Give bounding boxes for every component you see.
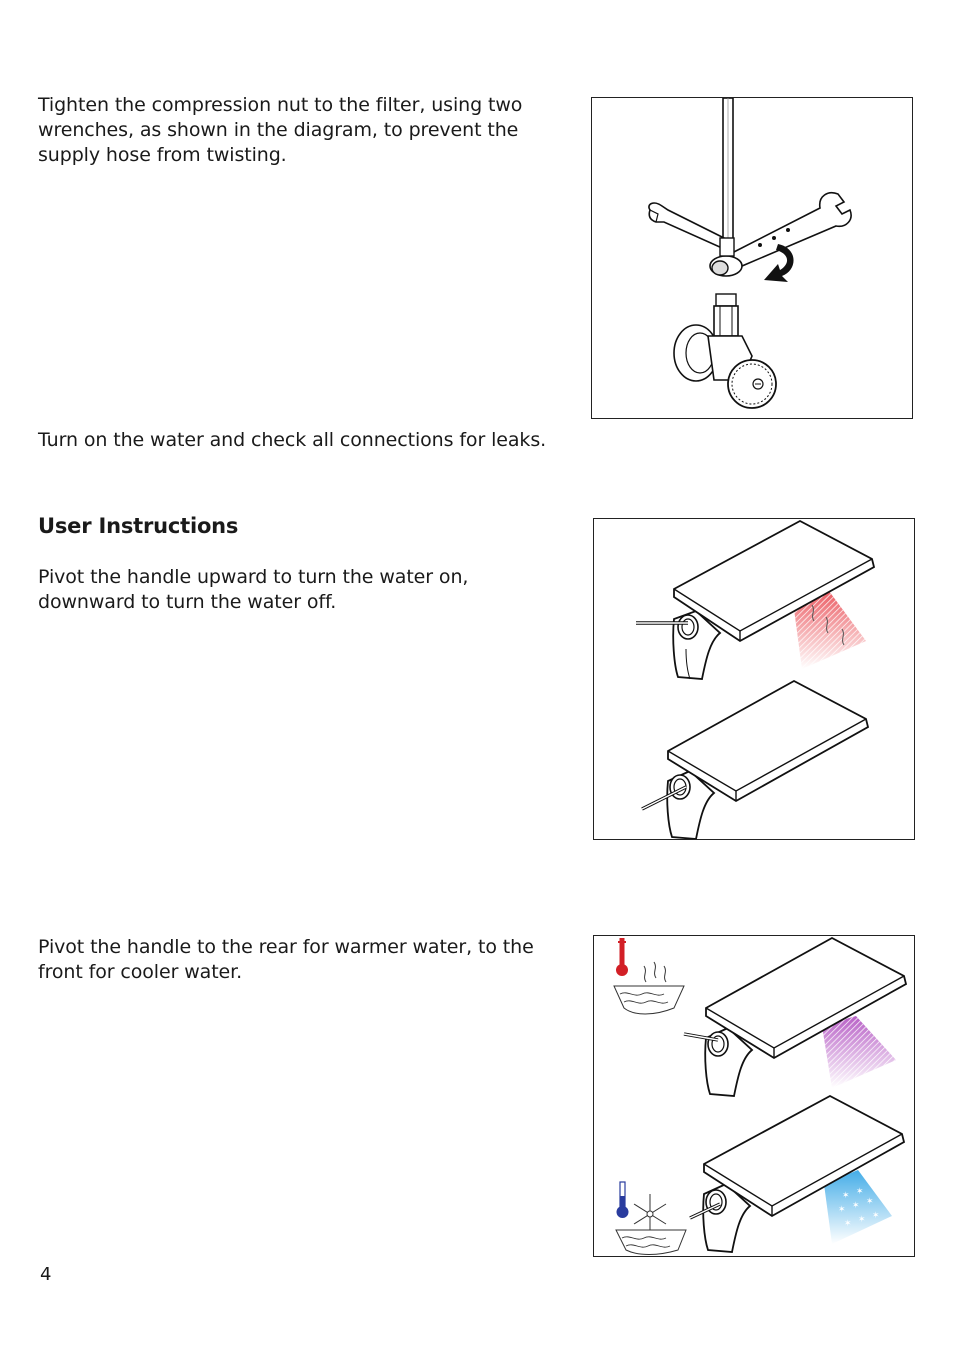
on-off-diagram [593, 518, 915, 840]
snowflake-icon [634, 1194, 666, 1234]
svg-text:✶: ✶ [838, 1205, 846, 1215]
svg-text:✶: ✶ [842, 1191, 850, 1201]
section-title: User Instructions [38, 514, 239, 538]
temperature-diagram [593, 935, 915, 1257]
shutoff-valve-icon [674, 294, 776, 408]
step-water-on-text: Turn on the water and check all connections for leaks. [38, 429, 547, 451]
steam-icon [616, 1230, 686, 1255]
faucet-icon [684, 938, 906, 1096]
faucet-icon [690, 1096, 904, 1252]
svg-text:✶: ✶ [866, 1197, 874, 1207]
wrench-diagram [591, 97, 913, 419]
instruction-temperature-text: Pivot the handle to the rear for warmer water, to the front for cooler water. [38, 936, 534, 983]
faucet-icon [642, 681, 868, 839]
wrench-icon [649, 203, 724, 248]
svg-text:✶: ✶ [872, 1211, 880, 1221]
svg-text:✶: ✶ [858, 1215, 866, 1225]
thermometer-hot-icon [616, 938, 628, 976]
svg-text:✶: ✶ [856, 1187, 864, 1197]
svg-text:✶: ✶ [844, 1219, 852, 1229]
supply-hose [723, 98, 733, 248]
thermometer-cold-icon [617, 1182, 629, 1218]
svg-text:✶: ✶ [852, 1201, 860, 1211]
instruction-on-off-text: Pivot the handle upward to turn the water on, downward to turn the water off. [38, 566, 469, 613]
page-number: 4 [40, 1264, 52, 1285]
faucet-icon [636, 521, 874, 679]
step-tighten-text: Tighten the compression nut to the filter, using two wrenches, as shown in the diagram, to prevent the supply hose from twisting. [38, 94, 523, 166]
